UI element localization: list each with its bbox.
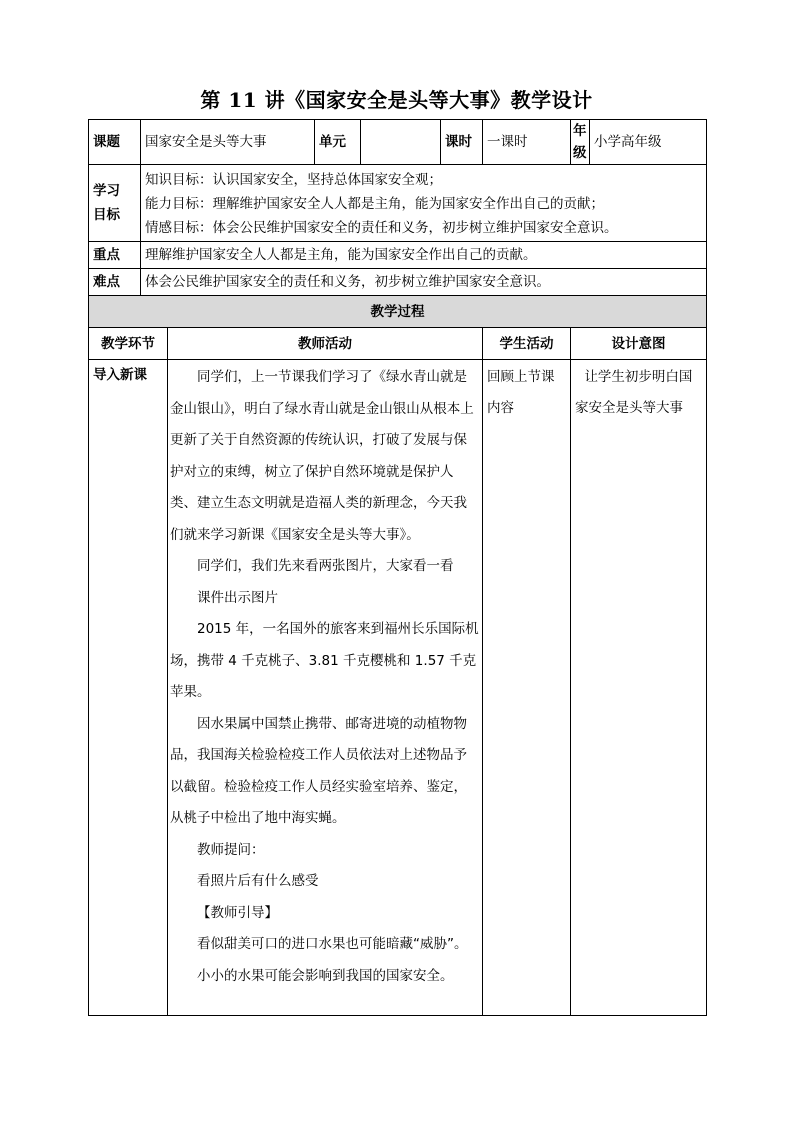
teacher-paragraph: 看照片后有什么感受 — [197, 873, 319, 889]
header-row — [89, 120, 707, 165]
teacher-paragraph: 教师提问： — [197, 841, 265, 858]
teacher-paragraph: 因水果属中国禁止携带、邮寄进境的动植物物品，我国海关检验检疫工作人员依法对上述物品予以截留。检验检疫工作人员经实验室培养、鉴定，从桃子中检出了地中海实蝇。 — [170, 715, 467, 826]
objectives-label-line2: 目标 — [93, 207, 120, 223]
period-value: 一课时 — [483, 120, 571, 165]
unit-label: 单元 — [315, 120, 361, 165]
teacher-paragraph: 同学们，我们先来看两张图片，大家看一看 — [197, 558, 454, 574]
column-header-teacher: 教师活动 — [168, 328, 483, 360]
grade-value: 小学高年级 — [590, 120, 707, 165]
teacher-paragraph: 小小的水果可能会影响到我国的国家安全。 — [197, 967, 454, 984]
column-header-stage: 教学环节 — [89, 328, 168, 360]
emotion-objective: 情感目标：体会公民维护国家安全的责任和义务，初步树立维护国家安全意识。 — [145, 220, 618, 236]
unit-value — [361, 120, 441, 165]
objectives-label — [89, 165, 141, 242]
teacher-paragraph: 【教师引导】 — [197, 904, 278, 921]
difficulty-value: 体会公民维护国家安全的责任和义务，初步树立维护国家安全意识。 — [141, 269, 707, 296]
teacher-paragraph: 看似甜美可口的进口水果也可能暗藏“威胁”。 — [197, 936, 468, 952]
knowledge-objective: 知识目标：认识国家安全，坚持总体国家安全观； — [145, 172, 442, 188]
document-title: 第 11 讲《国家安全是头等大事》教学设计 — [200, 88, 593, 112]
topic-value: 国家安全是头等大事 — [141, 120, 315, 165]
key-point-label: 重点 — [89, 242, 141, 269]
teacher-paragraph: 同学们，上一节课我们学习了《绿水青山就是金山银山》，明白了绿水青山就是金山银山从根本上更新了关于自然资源的传统认识，打破了发展与保护对立的束缚，树立了保护自然环境就是保护人类、建立生态文明就是造福人类的新理念，今天我们就来学习新课《国家安全是头等大事》。 — [170, 369, 474, 543]
column-header-design: 设计意图 — [571, 328, 707, 360]
design-intent: 让学生初步明白国家安全是头等大事 — [571, 360, 707, 1016]
topic-label: 课题 — [89, 120, 141, 165]
column-header-student: 学生活动 — [483, 328, 571, 360]
difficulty-row — [89, 269, 707, 296]
lesson-plan-table — [88, 119, 707, 1016]
objectives-content — [141, 165, 707, 242]
column-header-row — [89, 328, 707, 360]
teacher-paragraph: 2015 年，一名国外的旅客来到福州长乐国际机场，携带 4 千克桃子、3.81 千克樱桃和 1.57 千克苹果。 — [170, 621, 479, 700]
key-point-value: 理解维护国家安全人人都是主角，能为国家安全作出自己的贡献。 — [141, 242, 707, 269]
period-label: 课时 — [441, 120, 483, 165]
key-point-row — [89, 242, 707, 269]
intro-stage-row — [89, 360, 707, 1016]
objectives-label-line1: 学习 — [93, 183, 120, 199]
difficulty-label: 难点 — [89, 269, 141, 296]
student-activity: 回顾上节课内容 — [483, 360, 571, 1016]
objectives-row — [89, 165, 707, 242]
ability-objective: 能力目标：理解维护国家安全人人都是主角，能为国家安全作出自己的贡献； — [145, 196, 604, 212]
grade-label: 年级 — [571, 120, 590, 165]
teacher-activity — [168, 360, 483, 1016]
process-header-row — [89, 296, 707, 328]
teacher-paragraph: 课件出示图片 — [197, 589, 278, 606]
intro-stage-label: 导入新课 — [89, 360, 168, 1016]
process-header: 教学过程 — [89, 296, 707, 328]
